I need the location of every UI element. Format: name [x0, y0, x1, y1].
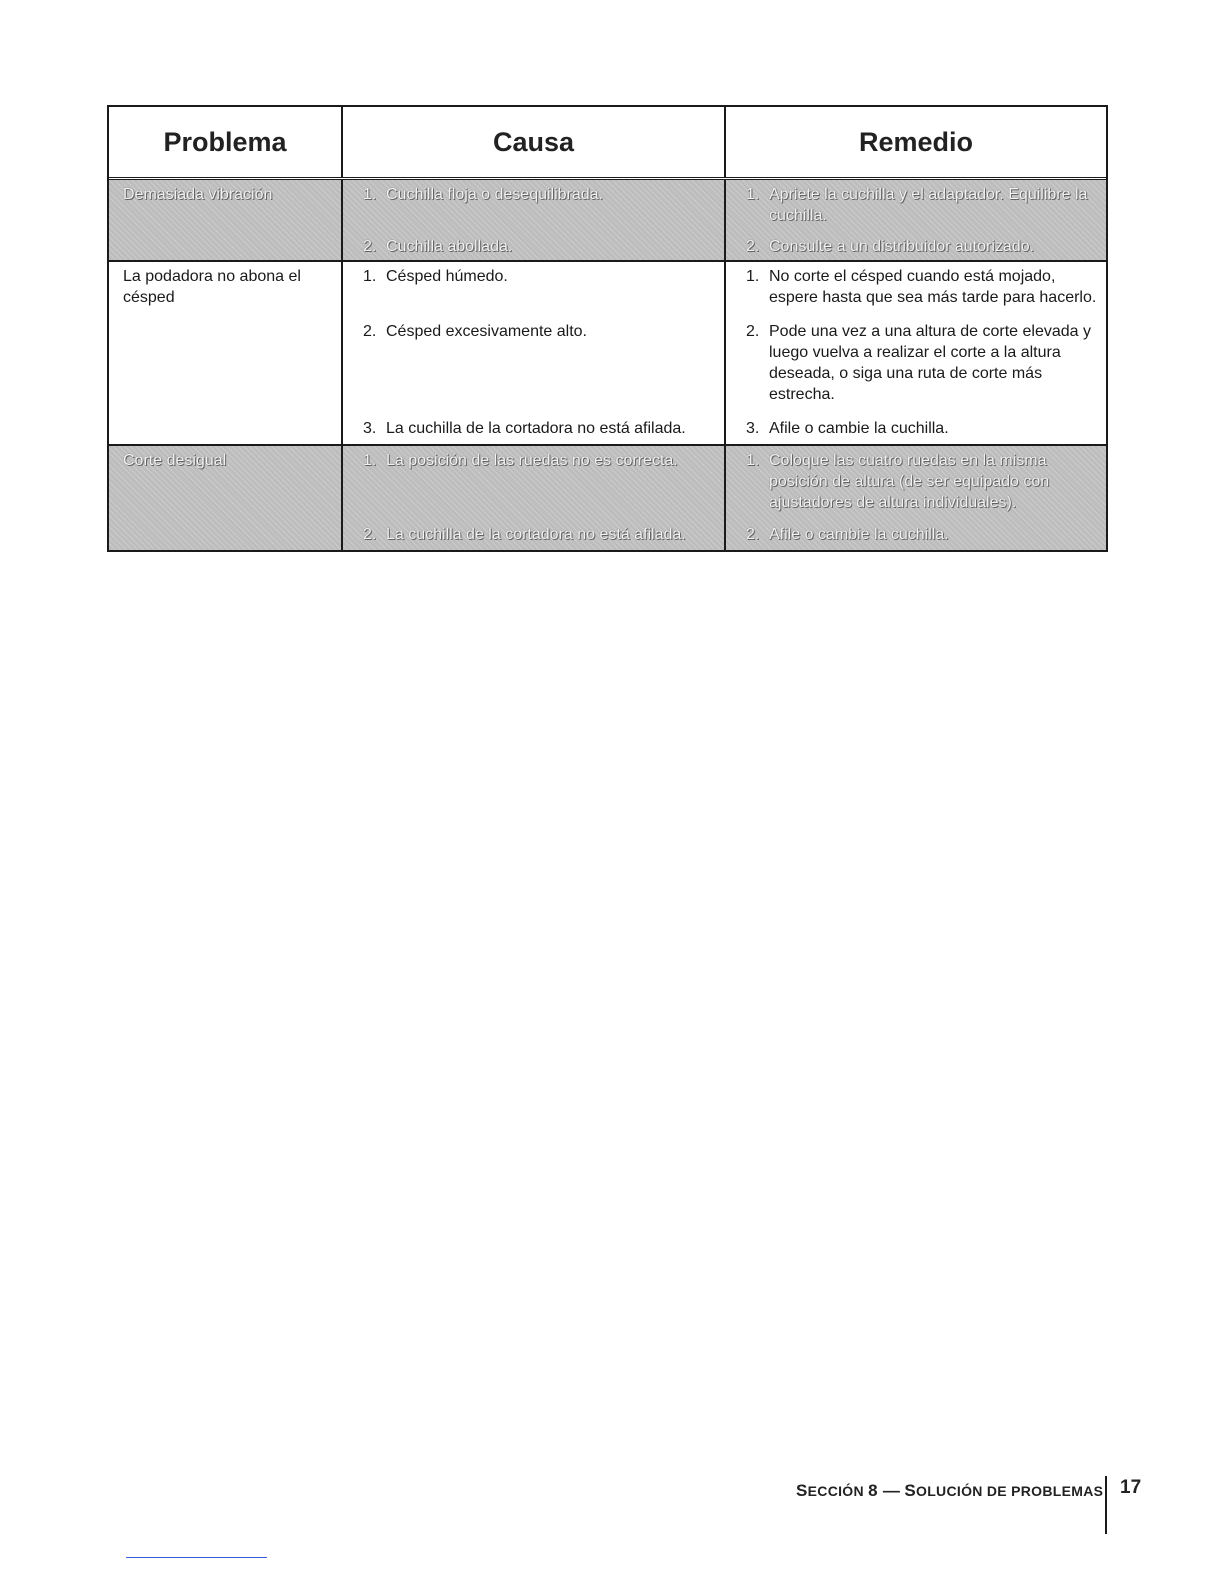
table-header — [109, 107, 1106, 180]
troubleshooting-table — [107, 105, 1108, 552]
footer-divider — [1105, 1476, 1107, 1534]
cause-item: 3. La cuchilla de la cortadora no está afilada. — [363, 420, 686, 437]
remedy-item: 2. Pode una vez a una altura de corte elevada y luego vuelva a realizar el corte a la altura deseada, o siga una ruta de corte más estrecha. — [746, 323, 1091, 403]
remedy-item: 2. Consulte a un distribuidor autorizado. — [746, 238, 1035, 255]
header-remedio: Remedio — [724, 107, 1106, 177]
bottom-rule — [126, 1557, 267, 1558]
remedy-item: 1. Apriete la cuchilla y el adaptador. Equilibre la cuchilla. — [746, 186, 1088, 224]
remedy-cell — [724, 262, 1106, 444]
cause-item: 1. Césped húmedo. — [363, 268, 508, 285]
problem-cell: Corte desigual — [123, 452, 227, 469]
table-row — [109, 180, 1106, 260]
cause-item: 1. Cuchilla floja o desequilibrada. — [363, 186, 604, 203]
problem-cell: Demasiada vibración — [123, 186, 273, 203]
cause-item: 2. Cuchilla abollada. — [363, 238, 513, 255]
header-problema: Problema — [163, 126, 287, 157]
section-footer: SECCIÓN 8 — SOLUCIÓN DE PROBLEMAS — [796, 1481, 1104, 1500]
cause-item: 2. La cuchilla de la cortadora no está afilada. — [363, 526, 686, 543]
remedy-item: 2. Afile o cambie la cuchilla. — [746, 526, 949, 543]
cause-cell — [341, 180, 724, 260]
remedy-cell — [724, 180, 1106, 260]
table-row — [109, 444, 1106, 550]
remedy-cell — [724, 446, 1106, 550]
remedy-item: 1. Coloque las cuatro ruedas en la misma posición de altura (de ser equipado con ajustadores de altura individuales). — [746, 452, 1050, 511]
remedy-item: 3. Afile o cambie la cuchilla. — [746, 420, 949, 437]
table-row — [109, 260, 1106, 444]
cause-cell — [341, 262, 724, 444]
cause-item: 1. La posición de las ruedas no es correcta. — [363, 452, 678, 469]
page-number: 17 — [1120, 1477, 1142, 1498]
problem-cell: La podadora no abona el césped — [123, 268, 301, 306]
remedy-item: 1. No corte el césped cuando está mojado, espere hasta que sea más tarde para hacerlo. — [746, 268, 1097, 306]
cause-item: 2. Césped excesivamente alto. — [363, 323, 587, 340]
header-causa: Causa — [341, 107, 724, 177]
cause-cell — [341, 446, 724, 550]
